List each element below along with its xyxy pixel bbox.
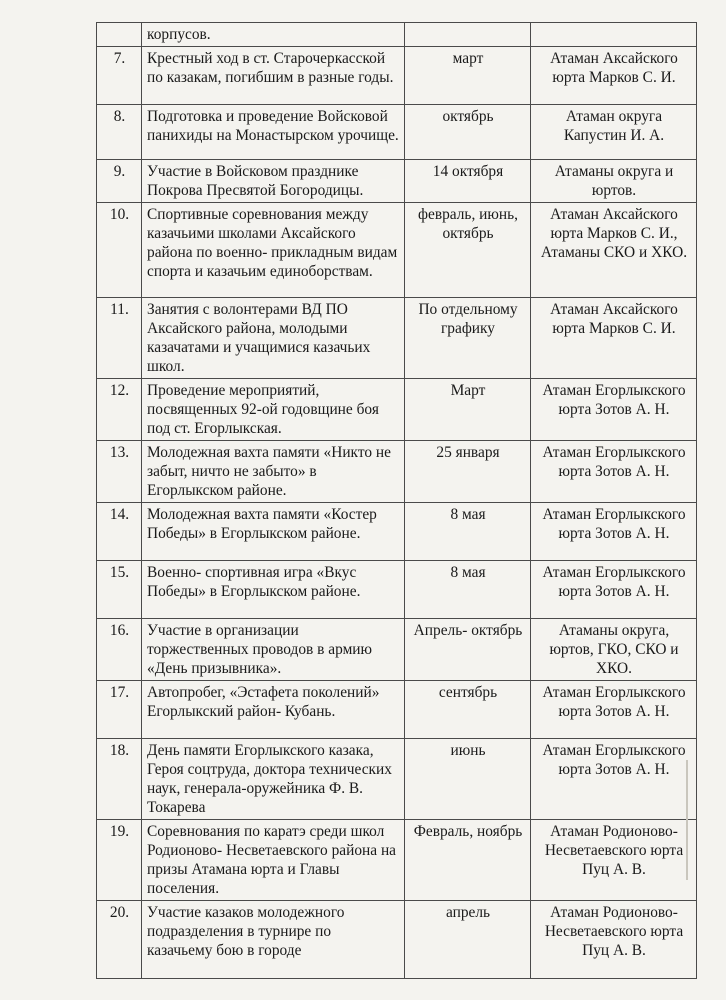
table-row	[97, 379, 697, 441]
table-row	[97, 298, 697, 379]
event-cell: Занятия с волонтерами ВД ПО Аксайского района, молодыми казачатами и учащимися казачьих школ.	[142, 298, 405, 379]
date-cell: Февраль, ноябрь	[405, 820, 531, 901]
responsible-cell: Атаман Родионово-Несветаевского юрта Пуц А. В.	[531, 901, 697, 979]
responsible-cell: Атаман округа Капустин И. А.	[531, 105, 697, 160]
event-cell: Спортивные соревнования между казачьими школами Аксайского района по военно- прикладным видам спорта и казачьим единоборствам.	[142, 203, 405, 298]
row-number	[97, 23, 142, 47]
row-number: 19.	[97, 820, 142, 901]
event-cell: Участие в организации торжественных проводов в армию «День призывника».	[142, 619, 405, 681]
table-row	[97, 47, 697, 105]
row-number: 16.	[97, 619, 142, 681]
date-cell: февраль, июнь, октябрь	[405, 203, 531, 298]
table-row	[97, 681, 697, 739]
table-row	[97, 23, 697, 47]
date-cell: октябрь	[405, 105, 531, 160]
responsible-cell: Атаман Егорлыкского юрта Зотов А. Н.	[531, 739, 697, 820]
date-cell: март	[405, 47, 531, 105]
event-cell: Крестный ход в ст. Старочеркасской по казакам, погибшим в разные годы.	[142, 47, 405, 105]
row-number: 12.	[97, 379, 142, 441]
responsible-cell	[531, 23, 697, 47]
event-cell: Соревнования по каратэ среди школ Родионово- Несветаевского района на призы Атамана юрта и Главы поселения.	[142, 820, 405, 901]
table-row	[97, 203, 697, 298]
responsible-cell: Атаман Аксайского юрта Марков С. И.	[531, 47, 697, 105]
event-cell: Молодежная вахта памяти «Костер Победы» в Егорлыкском районе.	[142, 503, 405, 561]
table-row	[97, 619, 697, 681]
date-cell	[405, 23, 531, 47]
date-cell: апрель	[405, 901, 531, 979]
events-table-body	[97, 23, 697, 979]
date-cell: По отдельному графику	[405, 298, 531, 379]
table-row	[97, 160, 697, 203]
responsible-cell: Атаман Аксайского юрта Марков С. И., Атаманы СКО и ХКО.	[531, 203, 697, 298]
row-number: 9.	[97, 160, 142, 203]
row-number: 11.	[97, 298, 142, 379]
table-row	[97, 561, 697, 619]
event-cell: Молодежная вахта памяти «Никто не забыт, ничто не забыто» в Егорлыкском районе.	[142, 441, 405, 503]
responsible-cell: Атаман Егорлыкского юрта Зотов А. Н.	[531, 561, 697, 619]
responsible-cell: Атаман Родионово-Несветаевского юрта Пуц А. В.	[531, 820, 697, 901]
date-cell: Март	[405, 379, 531, 441]
event-cell: Участие в Войсковом празднике Покрова Пресвятой Богородицы.	[142, 160, 405, 203]
event-cell: Участие казаков молодежного подразделения в турнире по казачьему бою в городе	[142, 901, 405, 979]
date-cell: Апрель- октябрь	[405, 619, 531, 681]
row-number: 15.	[97, 561, 142, 619]
scan-artifact-line	[686, 760, 688, 880]
row-number: 17.	[97, 681, 142, 739]
event-cell: Подготовка и проведение Войсковой панихиды на Монастырском урочище.	[142, 105, 405, 160]
row-number: 10.	[97, 203, 142, 298]
events-table	[96, 22, 697, 979]
responsible-cell: Атаман Егорлыкского юрта Зотов А. Н.	[531, 441, 697, 503]
row-number: 7.	[97, 47, 142, 105]
event-cell: корпусов.	[142, 23, 405, 47]
responsible-cell: Атаман Егорлыкского юрта Зотов А. Н.	[531, 503, 697, 561]
event-cell: Военно- спортивная игра «Вкус Победы» в Егорлыкском районе.	[142, 561, 405, 619]
event-cell: Проведение мероприятий, посвященных 92-ой годовщине боя под ст. Егорлыкская.	[142, 379, 405, 441]
responsible-cell: Атаман Аксайского юрта Марков С. И.	[531, 298, 697, 379]
row-number: 14.	[97, 503, 142, 561]
responsible-cell: Атаман Егорлыкского юрта Зотов А. Н.	[531, 379, 697, 441]
date-cell: июнь	[405, 739, 531, 820]
date-cell: 25 января	[405, 441, 531, 503]
row-number: 8.	[97, 105, 142, 160]
table-row	[97, 441, 697, 503]
table-row	[97, 820, 697, 901]
table-row	[97, 901, 697, 979]
date-cell: 14 октября	[405, 160, 531, 203]
row-number: 20.	[97, 901, 142, 979]
date-cell: 8 мая	[405, 561, 531, 619]
table-row	[97, 105, 697, 160]
responsible-cell: Атаманы округа и юртов.	[531, 160, 697, 203]
row-number: 18.	[97, 739, 142, 820]
table-row	[97, 739, 697, 820]
date-cell: 8 мая	[405, 503, 531, 561]
date-cell: сентябрь	[405, 681, 531, 739]
row-number: 13.	[97, 441, 142, 503]
event-cell: Автопробег, «Эстафета поколений» Егорлыкский район- Кубань.	[142, 681, 405, 739]
table-row	[97, 503, 697, 561]
event-cell: День памяти Егорлыкского казака, Героя соцтруда, доктора технических наук, генерала-оружейника Ф. В. Токарева	[142, 739, 405, 820]
responsible-cell: Атаман Егорлыкского юрта Зотов А. Н.	[531, 681, 697, 739]
responsible-cell: Атаманы округа, юртов, ГКО, СКО и ХКО.	[531, 619, 697, 681]
